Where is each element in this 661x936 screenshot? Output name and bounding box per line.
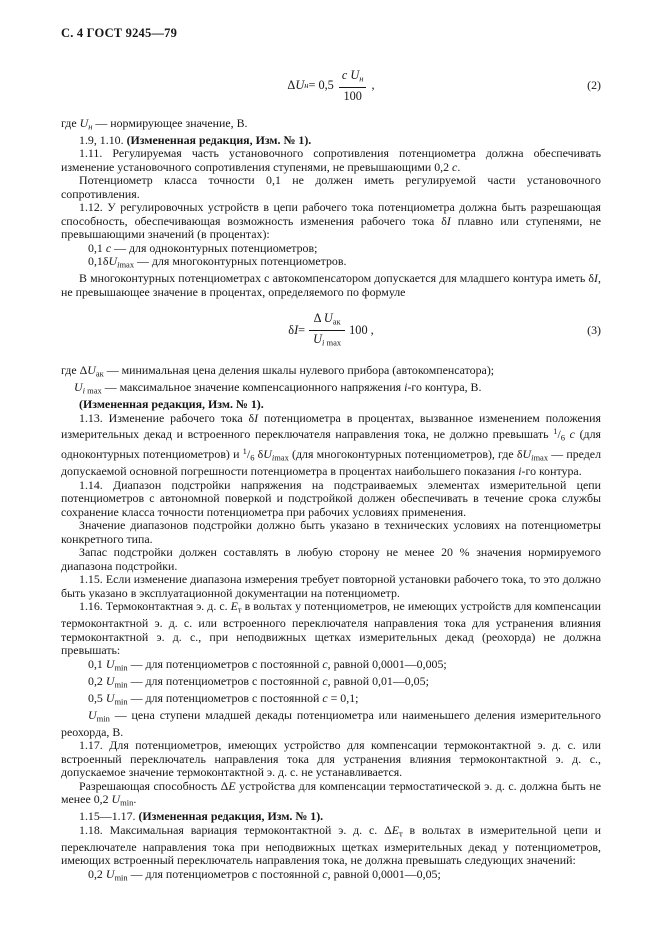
text-run: -го контура, В. xyxy=(407,380,482,394)
text-run: = 0,5 xyxy=(308,78,334,93)
text-run: — для потенциометров с постоянной xyxy=(127,690,323,705)
text-run: н xyxy=(88,121,93,131)
text-run: (Измененная редакция, Изм. № 1). xyxy=(126,132,312,147)
text-run: , xyxy=(371,78,375,93)
text-run: E xyxy=(228,778,236,793)
clause-1-14 xyxy=(61,479,601,520)
text-run: E xyxy=(230,599,238,613)
text-run: (Измененная редакция, Изм. № 1). xyxy=(138,809,324,823)
text-run: min xyxy=(114,679,128,689)
equation-number: (3) xyxy=(587,323,601,337)
text-run: 1 xyxy=(553,426,558,436)
text-run: (Измененная редакция, Изм. № 1). xyxy=(79,397,264,411)
text-run: — для одноконтурных потенциометров; xyxy=(111,240,318,255)
text-run: — для потенциометров с постоянной xyxy=(127,673,323,688)
text-run: U xyxy=(108,254,118,268)
text-run: Δ xyxy=(287,78,296,93)
text-run: — для многоконтурных потенциометров. xyxy=(134,254,347,268)
formula-3 xyxy=(61,310,601,350)
text-run: max xyxy=(84,385,102,396)
formula-2 xyxy=(61,67,601,104)
text-run: 1.15. Если изменение диапазона измерения требует повторной установки рабочего тока, то это должно быть указано в эксплуатационной документации на потенциометр. xyxy=(61,572,601,600)
text-run: max xyxy=(324,337,342,347)
text-run: = 0,1; xyxy=(327,690,359,705)
clause-1-12-note xyxy=(61,272,601,299)
text-run: i xyxy=(117,259,120,270)
text-run: в вольтах у потенциометров, не имеющих устройств для компенсации термоконтактной э. д. с. или встроенного переключателя направления тока для устранения влияния термоконтактной э. д. с., при неподвижных щетках измерительных декад (реохорда) не должна превышать: xyxy=(61,599,601,657)
clause-1-11-note xyxy=(61,174,601,201)
text-run: i xyxy=(82,385,85,396)
text-run: . xyxy=(457,159,461,174)
text-run: , равной 0,01—0,05; xyxy=(327,673,429,688)
text-run: / xyxy=(557,427,561,441)
text-run: 1.11. Регулируемая часть установочного сопротивления потенциометра должна обеспечивать изменение установочного сопротивления ступенями, не превышающими 0,2 xyxy=(61,146,601,174)
text-run: — предел допускаемой основной погрешности потенциометра в процентах наибольшего показания xyxy=(61,447,602,478)
text-run: E xyxy=(391,822,399,837)
fraction-numerator xyxy=(310,310,345,330)
equation-number: (2) xyxy=(587,78,601,93)
clause-1-12-item-1 xyxy=(61,242,601,256)
text-run: δ xyxy=(288,323,295,337)
text-run: 6 xyxy=(560,432,566,443)
clause-1-11 xyxy=(61,147,601,174)
text-run: Разрешающая способность Δ xyxy=(79,778,229,793)
where-u-i-max xyxy=(61,381,601,398)
text-run: 1.14. Диапазон подстройки напряжения на подстраиваемых элементах измерительной цепи потенциометров с автономной поверкой и подстройкой должен обеспечивать в течение срока службы сохранение класса точности потенциометра при рабочих условиях применения. xyxy=(61,477,601,519)
text-run: — минимальная цена деления шкалы нулевого прибора (автокомпенсатора); xyxy=(103,363,495,377)
text-run: U xyxy=(350,68,360,82)
clause-1-15 xyxy=(61,573,601,600)
formula-expression xyxy=(288,310,373,350)
fraction xyxy=(338,67,368,104)
text-run: потенциометра в процентах, вызванное изменением положения измерительных декад и встроенного переключателя направления тока, не должно превышать xyxy=(61,410,601,441)
text-run: где xyxy=(61,115,80,130)
text-run: т xyxy=(237,604,242,615)
text-run: Потенциометр класса точности 0,1 не должен иметь регулируемой части установочного сопротивления. xyxy=(61,173,601,201)
clause-1-16-item-1 xyxy=(61,658,601,675)
text-run: U xyxy=(74,380,83,394)
formula-expression xyxy=(287,67,374,104)
text-run: max xyxy=(274,452,289,463)
text-run: max xyxy=(533,452,549,463)
text-run: U xyxy=(313,331,322,346)
text-run: min xyxy=(120,797,134,808)
text-run: c xyxy=(341,68,348,82)
text-run: min xyxy=(96,713,110,723)
text-run: min xyxy=(114,662,128,672)
text-run: 100 , xyxy=(349,323,374,337)
text-run: 0,2 xyxy=(88,866,106,881)
text-run: i xyxy=(531,452,534,463)
text-run: -го контура. xyxy=(521,464,582,478)
text-run: max xyxy=(119,259,135,270)
clause-1-14-note-1 xyxy=(61,519,601,546)
text-run: δ xyxy=(254,447,264,461)
amendment-note-2 xyxy=(61,810,601,824)
text-run: , не превышающее значение в процентах, определяемого по формуле xyxy=(61,271,601,299)
text-run: min xyxy=(114,872,128,882)
text-run: — для потенциометров с постоянной xyxy=(127,866,323,881)
text-run: , равной 0,0001—0,05; xyxy=(327,866,441,881)
text-run: i xyxy=(271,452,275,463)
text-run: — цена ступени младшей декады потенциометра или наименьшего деления измерительного реохорда, В. xyxy=(61,707,601,739)
text-run: (для одноконтурных потенциометров) и xyxy=(61,427,601,461)
text-run: U xyxy=(105,673,115,688)
text-run: I xyxy=(446,213,451,228)
clause-1-12 xyxy=(61,201,601,242)
clause-1-16 xyxy=(61,600,601,658)
text-run: Δ xyxy=(313,311,324,325)
text-run: с xyxy=(569,427,575,441)
clause-1-13 xyxy=(61,412,601,479)
text-run: i xyxy=(322,337,325,347)
text-run: 1.9, 1.10. xyxy=(79,132,127,147)
clause-1-18-item-1 xyxy=(61,868,601,885)
text-run: / xyxy=(246,447,251,461)
text-run: Значение диапазонов подстройки должно быть указано в технических условиях на потенциометры конкретного типа. xyxy=(61,518,601,546)
text-run: I xyxy=(294,323,299,337)
text-run: I xyxy=(594,271,599,285)
text-run: U xyxy=(87,363,96,377)
where-u-n xyxy=(61,117,601,134)
text-run: U xyxy=(111,792,121,806)
page-header: С. 4 ГОСТ 9245—79 xyxy=(61,26,178,40)
amendment-note-1 xyxy=(61,398,601,412)
text-run: min xyxy=(114,696,128,706)
text-run: U xyxy=(295,78,305,93)
fraction-denominator xyxy=(309,330,345,351)
fraction-denominator xyxy=(339,87,365,104)
text-run: н xyxy=(304,80,309,91)
text-run: 0,1 xyxy=(88,656,106,671)
clause-1-16-umin-def xyxy=(61,709,601,740)
text-run: U xyxy=(105,866,115,881)
text-run: в вольтах в измерительной цепи и переключателе направления тока при неподвижных щетках измерительных декад у потенциометров, имеющих встроенный переключатель направления тока, не должна превышать следующих значений: xyxy=(61,822,602,867)
text-run: 0,1 xyxy=(88,240,106,255)
text-run: с xyxy=(322,673,328,688)
clause-1-17 xyxy=(61,739,601,780)
text-run: 1.17. Для потенциометров, имеющих устройство для компенсации термоконтактной э. д. с. или встроенный переключатель направления тока для устранения влияния термоконтактной э. д. с., допускаемое значение термоконтактной э. д. с. не устанавливается. xyxy=(61,738,601,779)
text-run: с xyxy=(322,690,328,705)
text-run: — максимальное значение компенсационного напряжения xyxy=(101,380,405,394)
text-run: (для многоконтурных потенциометров), где δ xyxy=(288,447,523,461)
text-run: . xyxy=(133,792,137,806)
text-run: с xyxy=(322,656,328,671)
text-run: где Δ xyxy=(61,363,88,377)
text-run: = xyxy=(298,323,306,337)
text-run: — для потенциометров с постоянной xyxy=(127,656,323,671)
text-run: i xyxy=(518,464,522,478)
clause-1-9-1-10 xyxy=(61,134,601,148)
where-delta-u-ak xyxy=(61,364,601,381)
text-run: т xyxy=(399,828,403,838)
text-run: i xyxy=(404,380,408,394)
text-run: 1 xyxy=(242,446,247,456)
text-run: устройства для компенсации термостатической э. д. с. должна быть не менее 0,2 xyxy=(61,778,601,806)
text-run: U xyxy=(105,690,115,705)
text-run: U xyxy=(323,311,333,325)
text-run: U xyxy=(263,447,272,461)
text-run: с xyxy=(105,240,112,255)
text-run: В многоконтурных потенциометрах с автокомпенсатором допускается для младшего контура иметь δ xyxy=(79,271,595,285)
clause-1-14-note-2 xyxy=(61,546,601,573)
text-run: 1.15—1.17. xyxy=(79,809,139,823)
text-run: 1.12. У регулировочных устройств в цепи рабочего тока потенциометра должна быть разрешающая способность, обеспечивающая возможность изменения рабочего тока δ xyxy=(61,200,601,228)
text-run: 1.18. Максимальная вариация термоконтактной э. д. с. Δ xyxy=(79,822,392,837)
text-run: U xyxy=(79,115,89,130)
text-run: 1.13. Изменение рабочего тока δ xyxy=(79,410,255,425)
text-run: 6 xyxy=(250,452,255,463)
clause-1-12-item-2 xyxy=(61,255,601,272)
clause-1-16-item-3 xyxy=(61,692,601,709)
text-run: U xyxy=(522,447,532,461)
text-run: I xyxy=(254,410,259,425)
text-run: с xyxy=(322,866,328,881)
text-run: U xyxy=(88,707,97,722)
text-run: н xyxy=(359,73,364,84)
text-run: плавно или ступенями, не превышающими значений (в процентах): xyxy=(61,213,601,241)
text-run: 0,5 xyxy=(88,690,106,705)
text-run: 100 xyxy=(343,88,362,103)
clause-1-18 xyxy=(61,824,601,868)
text-run: , равной 0,0001—0,005; xyxy=(327,656,447,671)
text-run: ак xyxy=(332,316,341,327)
text-run: ак xyxy=(95,368,104,379)
text-run: 0,1δ xyxy=(88,254,109,268)
text-run: 1.16. Термоконтактная э. д. с. xyxy=(79,599,231,613)
document-body xyxy=(61,67,601,885)
text-run: Запас подстройки должен составлять в любую сторону не менее 20 % значения нормируемого диапазона подстройки. xyxy=(61,545,601,573)
text-run: 0,2 xyxy=(88,673,106,688)
fraction-numerator xyxy=(338,67,368,87)
text-run: — нормирующее значение, В. xyxy=(92,115,248,130)
clause-1-17-note xyxy=(61,780,601,811)
clause-1-16-item-2 xyxy=(61,675,601,692)
fraction xyxy=(309,310,345,350)
text-run: с xyxy=(452,159,458,174)
text-run: U xyxy=(105,656,115,671)
